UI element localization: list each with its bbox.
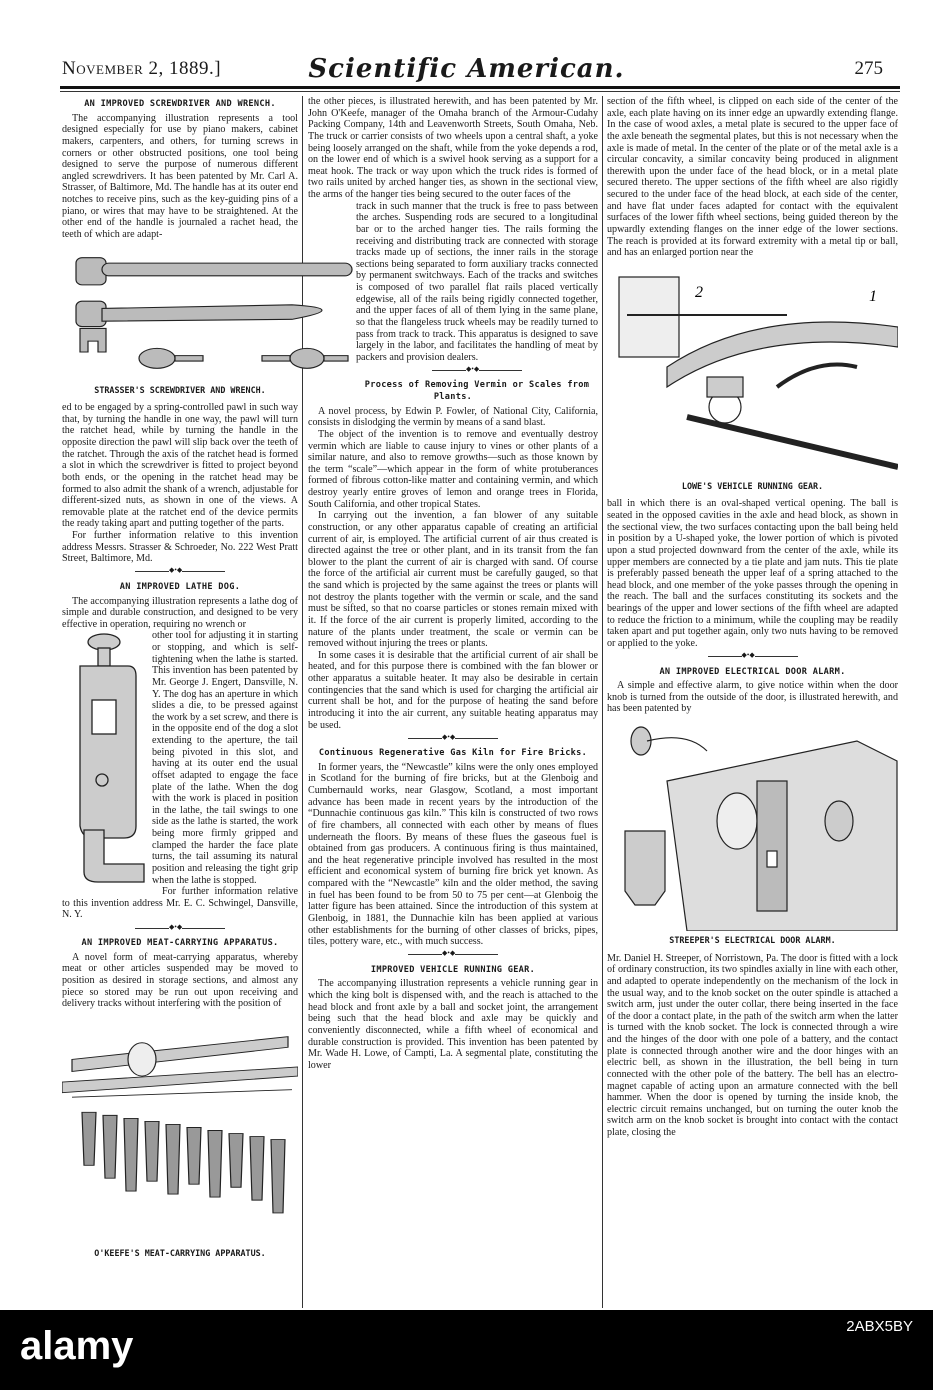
watermark-bar <box>0 1310 933 1390</box>
door-illustration <box>607 721 898 931</box>
article-paragraph: ball in which there is an oval-shaped vertical opening. The ball is seated in the opposed cavities in the axle and head block, as shown in the sectional view, the two surfaces contacting upon the ball being held in position by a U-shaped yoke, the lower portion of which is pivoted upon a stud projected downward from the center of the axle, while its upper members are connected by a tie plate and jam nuts. This tie plate is preferably passed beneath the upper leaf of a spring attached to the head block, and one member of the yoke passes through the opening in the reach. The ball and the surfaces constituting its sockets and the bearings of the upper and lower sections of the fifth wheel are adapted to reduce the friction to a minimum, while the coupling may be readily taken apart and put together again, only two nuts having to be removed or applied to the yoke. <box>607 498 898 649</box>
ornament-rule <box>135 928 225 929</box>
article-paragraph: the other pieces, is illustrated herewith, and has been patented by Mr. John O'Keefe, manager of the Omaha branch of the Armour-Cudahy Packing Company, 14th and Leavenworth Streets, South Omaha, Neb. The truck or carrier consists of two wheels upon a central shaft, a yoke being loosely arranged on the shaft, while from the yoke depends a rod, on the lower end of which is a swivel hook serving as a support for a meat hook. The track or way upon which the truck rides is formed of two rails united by arched hanger ties, as shown in the sectional view, the arms of the hanger ties being secured to the outer faces of the <box>308 96 598 200</box>
article-paragraph: In some cases it is desirable that the artificial current of air shall be heated, and for this purpose there is combined with the fan blower or other apparatus a suitable heater. It may also be desirable in certain contingencies that the sand which is used for charging the artificial air current shall be hot, and for the purpose of heating the sand before introducing it into the air current, any suitable heating apparatus may be used. <box>308 649 598 731</box>
image-code: 2ABX5BY <box>846 1318 913 1335</box>
figure-caption: O'KEEFE'S MEAT-CARRYING APPARATUS. <box>94 1247 266 1258</box>
figure-caption: LOWE'S VEHICLE RUNNING GEAR. <box>681 480 824 491</box>
ornament-rule <box>408 738 498 739</box>
article-paragraph: A simple and effective alarm, to give notice within when the door knob is turned from the outside of the door, is illustrated herewith, and has been patented by <box>607 680 898 715</box>
article-headline: Process of Removing Vermin or Scales from Plants. <box>364 380 590 402</box>
article-paragraph: A novel form of meat-carrying apparatus, whereby meat or other articles suspended may be moved to position as desired in storage sections, and almost any piece so stored may be run out upon receiving and delivery tracks without interfering with the position of <box>62 951 298 1010</box>
article-paragraph: For further information relative to this invention address Messrs. Strasser & Schroeder, No. 222 West Pratt Street, Baltimore, Md. <box>62 530 298 565</box>
figure-caption: STREEPER'S ELECTRICAL DOOR ALARM. <box>669 935 836 945</box>
column-divider <box>602 96 603 1308</box>
column-1 <box>62 96 298 1308</box>
article-paragraph: The accompanying illustration represents a tool designed especially for use by piano makers, cabinet makers, carpenters, and others, for turning screws in corners or other obstructed positions, one tool being designed to serve the purpose of numerous different angled screwdrivers. It has been patented by Mr. Carl A. Strasser, of Baltimore, Md. The handle has at its outer end notches to receive pins, such as the key-guiding pins of a piano, or wires that may have to be straightened. At the other end of the handle is journaled a rachet head, the teeth of which are adapt- <box>62 112 298 240</box>
vehicle-illustration <box>607 267 898 477</box>
figure-label: 1 <box>869 287 877 305</box>
issue-date: November 2, 1889.] <box>62 58 222 79</box>
article-paragraph: For further information relative to this invention address Mr. E. C. Schwingel, Dansville, N. Y. <box>62 886 298 921</box>
meat-illustration <box>62 1014 298 1244</box>
article-paragraph: In carrying out the invention, a fan blower of any suitable construction, or any other apparatus capable of creating an artificial current of air, is employed. The artificial current of air thus created is directed against the tree or other plant, and in its transit from the fan blower to the plant the current of air is charged with sand. Of course the force of the artificial air current must be carefully gauged, so that the sand which is projected by the same against the trees or plants will not destroy the plants together with the vermin or scale, and the sand must be sifted, so that no coarse particles or stones remain mixed with it. If the force of the air current is properly limited, according to the nature of the plants under treatment, the scale or vermin can be removed without injuring the trees or plants. <box>308 510 598 650</box>
figure-wrap-space <box>308 201 356 387</box>
article-paragraph: The object of the invention is to remove and eventually destroy vermin which are liable to cause injury to vines or other plants of a similar nature, and also to remove growths—such as those known by the term “scale”—which appear in the form of white protuberances formed of fibrous cotton-like matter and containing vermin, and which destroy yearly entire groves of lemon and orange trees in Florida, South California, and other tropical States. <box>308 428 598 510</box>
article-headline: AN IMPROVED LATHE DOG. <box>119 581 241 592</box>
section-divider <box>308 948 598 962</box>
section-divider <box>607 650 898 664</box>
article-paragraph: In former years, the “Newcastle” kilns were the only ones employed in Scotland for the burning of fire bricks, but at the Glenboig and Cumbernauld works, near Glasgow, Scotland, a most important advance has been made in recent years by the introduction of the “Dunnachie continuous gas kiln.” This kiln is constructed of two rows of fire chambers, all connected with each other by means of flues underneath the floors. By means of these flues the gaseous fuel is obtained from gas producers. A continuous firing is thus maintained, and the heat regenerative principle involved has resulted in the most efficient and economical system of burning fire brick yet known. As compared with the “Newcastle” kiln and the older method, the saving in fuel has been found to be from 50 to 75 per cent—at Glenboig the latter figure has been attained. Since the introduction of this system at Glenboig, in 1881, the Dunnachie kiln has been applied at various other establishments for the burning of other classes of bricks, pipes, tiles, pottery ware, etc., with much success. <box>308 761 598 948</box>
article-headline: AN IMPROVED SCREWDRIVER AND WRENCH. <box>84 99 276 109</box>
lathe-illustration <box>62 630 146 892</box>
figure-label: 2 <box>695 283 703 301</box>
article-paragraph: The accompanying illustration represents a lathe dog of simple and durable construction, and designed to be very effective in operation, requiring no wrench or <box>62 595 298 630</box>
section-divider <box>62 565 298 579</box>
article-paragraph: track in such manner that the truck is free to pass between the arches. Suspending rods are secured to a longitudinal bar or to the arched hanger ties. The rails forming the receiving and distributing track are connected with storage tracks made up of sections, the inner rails in the storage sections being separated to form auxiliary tracks connected by permanent switchways. Each of the tracks and switches is composed of two parallel flat rails placed vertically edgewise, all of the rails being rigidly connected together, and the upper faces of all of them lying in the same plane, so that the flangeless truck wheels may be readily turned to pass from track to track. This apparatus is designed to save largely in the labor, and facilitates the handling of meat by packers and provision dealers. <box>356 200 598 363</box>
alamy-logo: alamy <box>20 1324 134 1368</box>
column-3 <box>607 96 898 1308</box>
section-divider <box>356 363 598 377</box>
column-2 <box>308 96 598 1308</box>
article-paragraph: other tool for adjusting it in starting or stopping, and which is self-tightening when the lathe is started. This invention has been patented by Mr. George J. Engert, Dansville, N. Y. The dog has an aperture in which slides a die, to be pressed against the work by a set screw, and there is in the opposite end of the dog a slot extending to the aperture, the tail being pivoted in this slot, and having at its outer end the usual offset adapted to engage the face plate of the lathe. When the dog with the work is placed in position in the lathe, the tail swings to one side as the lathe is started, the work being more firmly gripped and clamped the harder the face plate turns, the tail assuming its natural position and releasing the tight grip when the lathe is stopped. <box>152 630 298 886</box>
article-headline: AN IMPROVED MEAT-CARRYING APPARATUS. <box>81 938 279 948</box>
page-number: 275 <box>854 58 883 79</box>
ornament-rule <box>408 954 498 955</box>
ornament-rule <box>135 571 225 572</box>
section-divider <box>62 921 298 935</box>
article-paragraph: Mr. Daniel H. Streeper, of Norristown, Pa. The door is fitted with a lock of ordinary construction, its two spindles axially in line with each other, and adapted to operate independently on the mechanism of the lock in the usual way, and to the knob socket on the outer spindle is attached a switch arm, just under the outer collar, there being inserted in the face of the door a contact plate, in the path of the switch arm when the latter is turned with the knob socket. The lock is connected through a wire and the hinges of the door with one pole of a battery, and the contact plate is connected through another wire and the door hinges with an electric bell, as shown in the illustration, the bell being in turn connected with the other pole of the battery. The bell has an electro-magnet capable of acting upon an armature connected with the bell hammer. When the door is opened by turning the inside knob, the electric circuit remains unchanged, but on turning the outer knob the switch arm on the knob socket is brought into contact with the contact plate, closing the <box>607 952 898 1138</box>
article-paragraph: A novel process, by Edwin P. Fowler, of National City, California, consists in dislodging the vermin by means of a sand blast. <box>308 405 598 429</box>
article-headline: IMPROVED VEHICLE RUNNING GEAR. <box>370 964 536 975</box>
section-divider <box>308 731 598 745</box>
article-paragraph: section of the fifth wheel, is clipped on each side of the center of the axle, each plate having on its inner edge an upwardly extending flange. In the case of wood axles, a metal plate is secured to the upper face of the axle beneath the segmental plates, but this is not necessary when the axle is made of metal. In the center of the plate or of the metal axle is a circular concavity, a similar concavity being produced in alignment therewith upon the under face of the head block, or in a metal plate secured thereto. The upper sections of the fifth wheel are also rigidly secured to the under face of the head block, at each side of the center, and have flat under faces adapted for contact with the equivalent surfaces of the lower fifth wheel sections, being guided thereon by the upwardly extending flanges on the inner edge of the lower sections. The reach is provided at its forward extremity with a metal tip or ball, and has an enlarged portion near the <box>607 96 898 259</box>
article-headline: Continuous Regenerative Gas Kiln for Fire Bricks. <box>318 748 588 759</box>
figure-caption: STRASSER'S SCREWDRIVER AND WRENCH. <box>94 384 266 395</box>
article-paragraph: The accompanying illustration represents a vehicle running gear in which the king bolt is dispensed with, and the reach is attached to the head block and front axle by a ball and socket joint, the arrangement being such that the head block and axle may be quickly and conveniently disconnected, while a fifth wheel of economical and durable construction is provided. This invention has been patented by Mr. Wade H. Lowe, of Campti, La. A segmental plate, constituting the lower <box>308 978 598 1071</box>
article-paragraph: ed to be engaged by a spring-controlled pawl in such way that, by turning the handle in one way, the pawl will turn the ratchet head, while by turning the handle in the opposite direction the pawl will slip back over the teeth of the ratchet. Through the axis of the ratchet head is formed a slot in which the screwdriver is fitted to project beyond both ends, or the opening in the ratchet head may be formed to also admit the shank of a wrench, adjustable for different-sized nuts, as shown in one of the views. A removable plate at the ratchet end of the device permits the ready taking apart and putting together of the parts. <box>62 402 298 530</box>
masthead-title: Scientific American. <box>308 54 625 84</box>
header-rule <box>60 86 900 92</box>
ornament-rule <box>432 370 522 371</box>
article-headline: AN IMPROVED ELECTRICAL DOOR ALARM. <box>659 666 846 677</box>
ornament-rule <box>708 656 798 657</box>
